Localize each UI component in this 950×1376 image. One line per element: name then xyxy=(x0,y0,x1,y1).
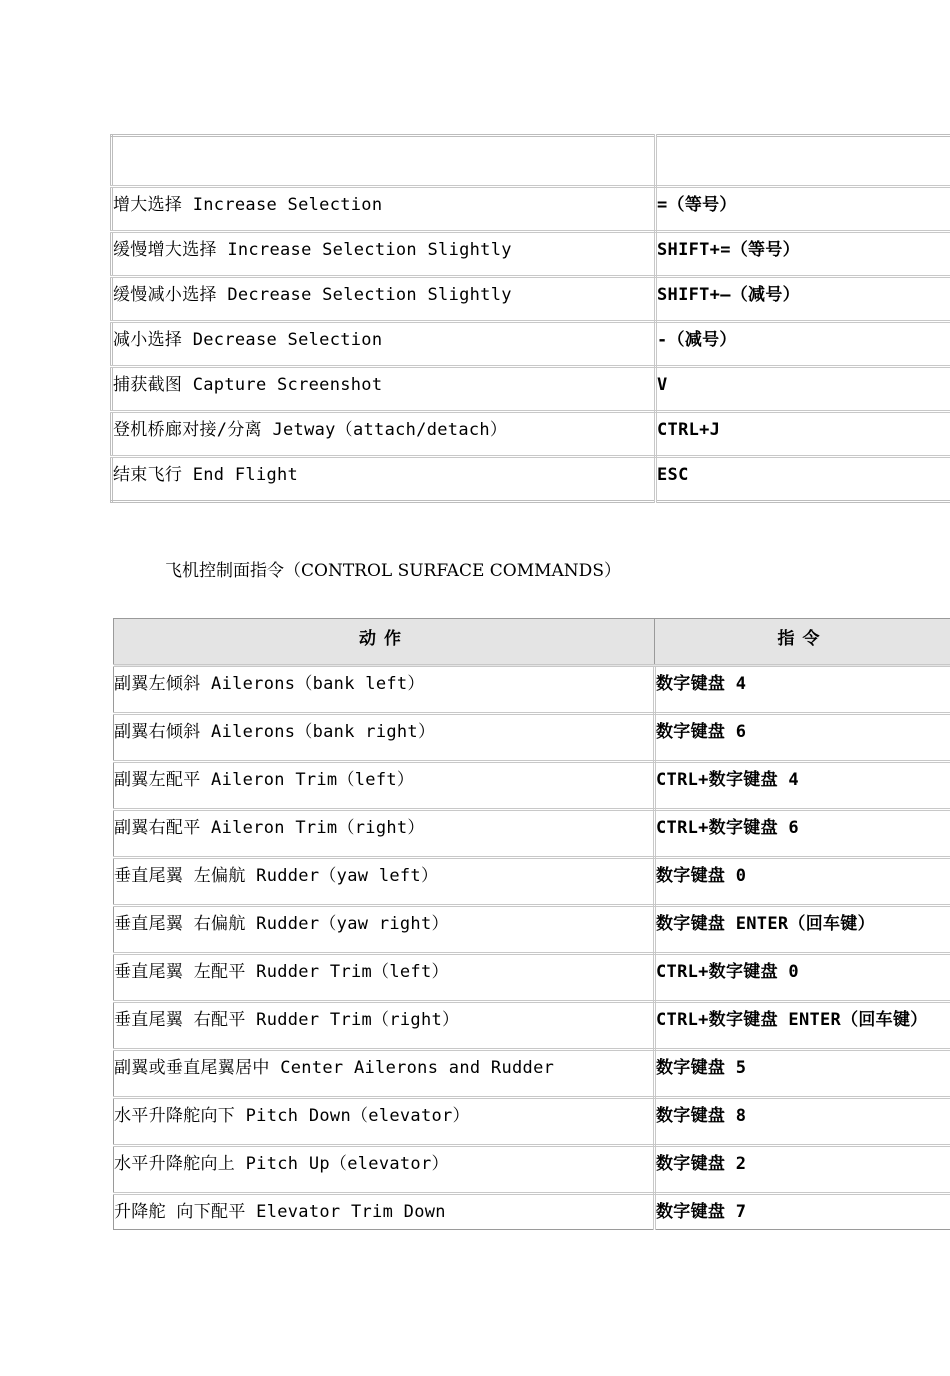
command-cell: CTRL+数字键盘 4 xyxy=(656,770,799,790)
command-cell: CTRL+数字键盘 0 xyxy=(656,962,799,982)
action-cell: 增大选择 Increase Selection xyxy=(113,195,383,215)
table-row xyxy=(112,232,950,277)
table-row xyxy=(112,412,950,457)
shortcut-table-general xyxy=(110,134,950,503)
command-cell: CTRL+数字键盘 6 xyxy=(656,818,799,838)
action-cell: 副翼或垂直尾翼居中 Center Ailerons and Rudder xyxy=(114,1058,555,1078)
command-cell: ESC xyxy=(657,465,689,485)
table-row xyxy=(114,1146,950,1194)
action-cell: 缓慢减小选择 Decrease Selection Slightly xyxy=(113,285,512,305)
action-cell: 副翼右配平 Aileron Trim（right） xyxy=(114,818,425,838)
table-row xyxy=(114,1194,950,1230)
table-row xyxy=(114,810,950,858)
command-cell: =（等号） xyxy=(657,195,737,215)
table-row xyxy=(114,1050,950,1098)
action-cell: 垂直尾翼 右配平 Rudder Trim（right） xyxy=(114,1010,460,1030)
table-row xyxy=(114,954,950,1002)
table-row xyxy=(114,762,950,810)
command-cell: 数字键盘 0 xyxy=(656,866,747,886)
command-cell: CTRL+J xyxy=(657,420,721,440)
action-cell: 垂直尾翼 右偏航 Rudder（yaw right） xyxy=(114,914,449,934)
command-cell: -（减号） xyxy=(657,330,737,350)
table-row xyxy=(112,367,950,412)
column-header-action: 动作 xyxy=(114,619,655,666)
command-cell: V xyxy=(657,375,668,395)
table-row xyxy=(112,187,950,232)
command-cell: 数字键盘 4 xyxy=(656,674,747,694)
action-cell: 垂直尾翼 左配平 Rudder Trim（left） xyxy=(114,962,449,982)
command-cell: 数字键盘 7 xyxy=(656,1202,747,1222)
table-row xyxy=(112,277,950,322)
action-cell: 垂直尾翼 左偏航 Rudder（yaw left） xyxy=(114,866,439,886)
action-cell: 减小选择 Decrease Selection xyxy=(113,330,383,350)
command-cell: 数字键盘 2 xyxy=(656,1154,747,1174)
action-cell: 水平升降舵向上 Pitch Up（elevator） xyxy=(114,1154,449,1174)
action-cell: 升降舵 向下配平 Elevator Trim Down xyxy=(114,1202,446,1222)
table-row xyxy=(112,457,950,502)
table-header-row xyxy=(114,619,950,666)
action-cell: 副翼右倾斜 Ailerons（bank right） xyxy=(114,722,436,742)
empty-cell xyxy=(112,136,656,187)
command-cell: SHIFT+=（等号） xyxy=(657,240,800,260)
table-row xyxy=(114,858,950,906)
action-cell: 缓慢增大选择 Increase Selection Slightly xyxy=(113,240,512,260)
command-cell: 数字键盘 ENTER（回车键） xyxy=(656,914,875,934)
table-row xyxy=(112,322,950,367)
table-row xyxy=(114,714,950,762)
section-title: 飞机控制面指令（CONTROL SURFACE COMMANDS） xyxy=(165,561,621,581)
action-cell: 水平升降舵向下 Pitch Down（elevator） xyxy=(114,1106,470,1126)
action-cell: 结束飞行 End Flight xyxy=(113,465,299,485)
command-cell: SHIFT+–（减号） xyxy=(657,285,800,305)
table-row xyxy=(114,906,950,954)
action-cell: 副翼左倾斜 Ailerons（bank left） xyxy=(114,674,425,694)
action-cell: 捕获截图 Capture Screenshot xyxy=(113,375,383,395)
action-cell: 副翼左配平 Aileron Trim（left） xyxy=(114,770,415,790)
table-row-blank xyxy=(112,136,950,187)
table-row xyxy=(114,1002,950,1050)
table-row xyxy=(114,1098,950,1146)
table-row xyxy=(114,666,950,714)
command-cell: CTRL+数字键盘 ENTER（回车键） xyxy=(656,1010,928,1030)
empty-cell xyxy=(656,136,950,187)
command-cell: 数字键盘 6 xyxy=(656,722,747,742)
column-header-command: 指令 xyxy=(655,619,950,666)
command-cell: 数字键盘 5 xyxy=(656,1058,747,1078)
command-cell: 数字键盘 8 xyxy=(656,1106,747,1126)
action-cell: 登机桥廊对接/分离 Jetway（attach/detach） xyxy=(113,420,508,440)
shortcut-table-control-surface xyxy=(113,618,950,1230)
